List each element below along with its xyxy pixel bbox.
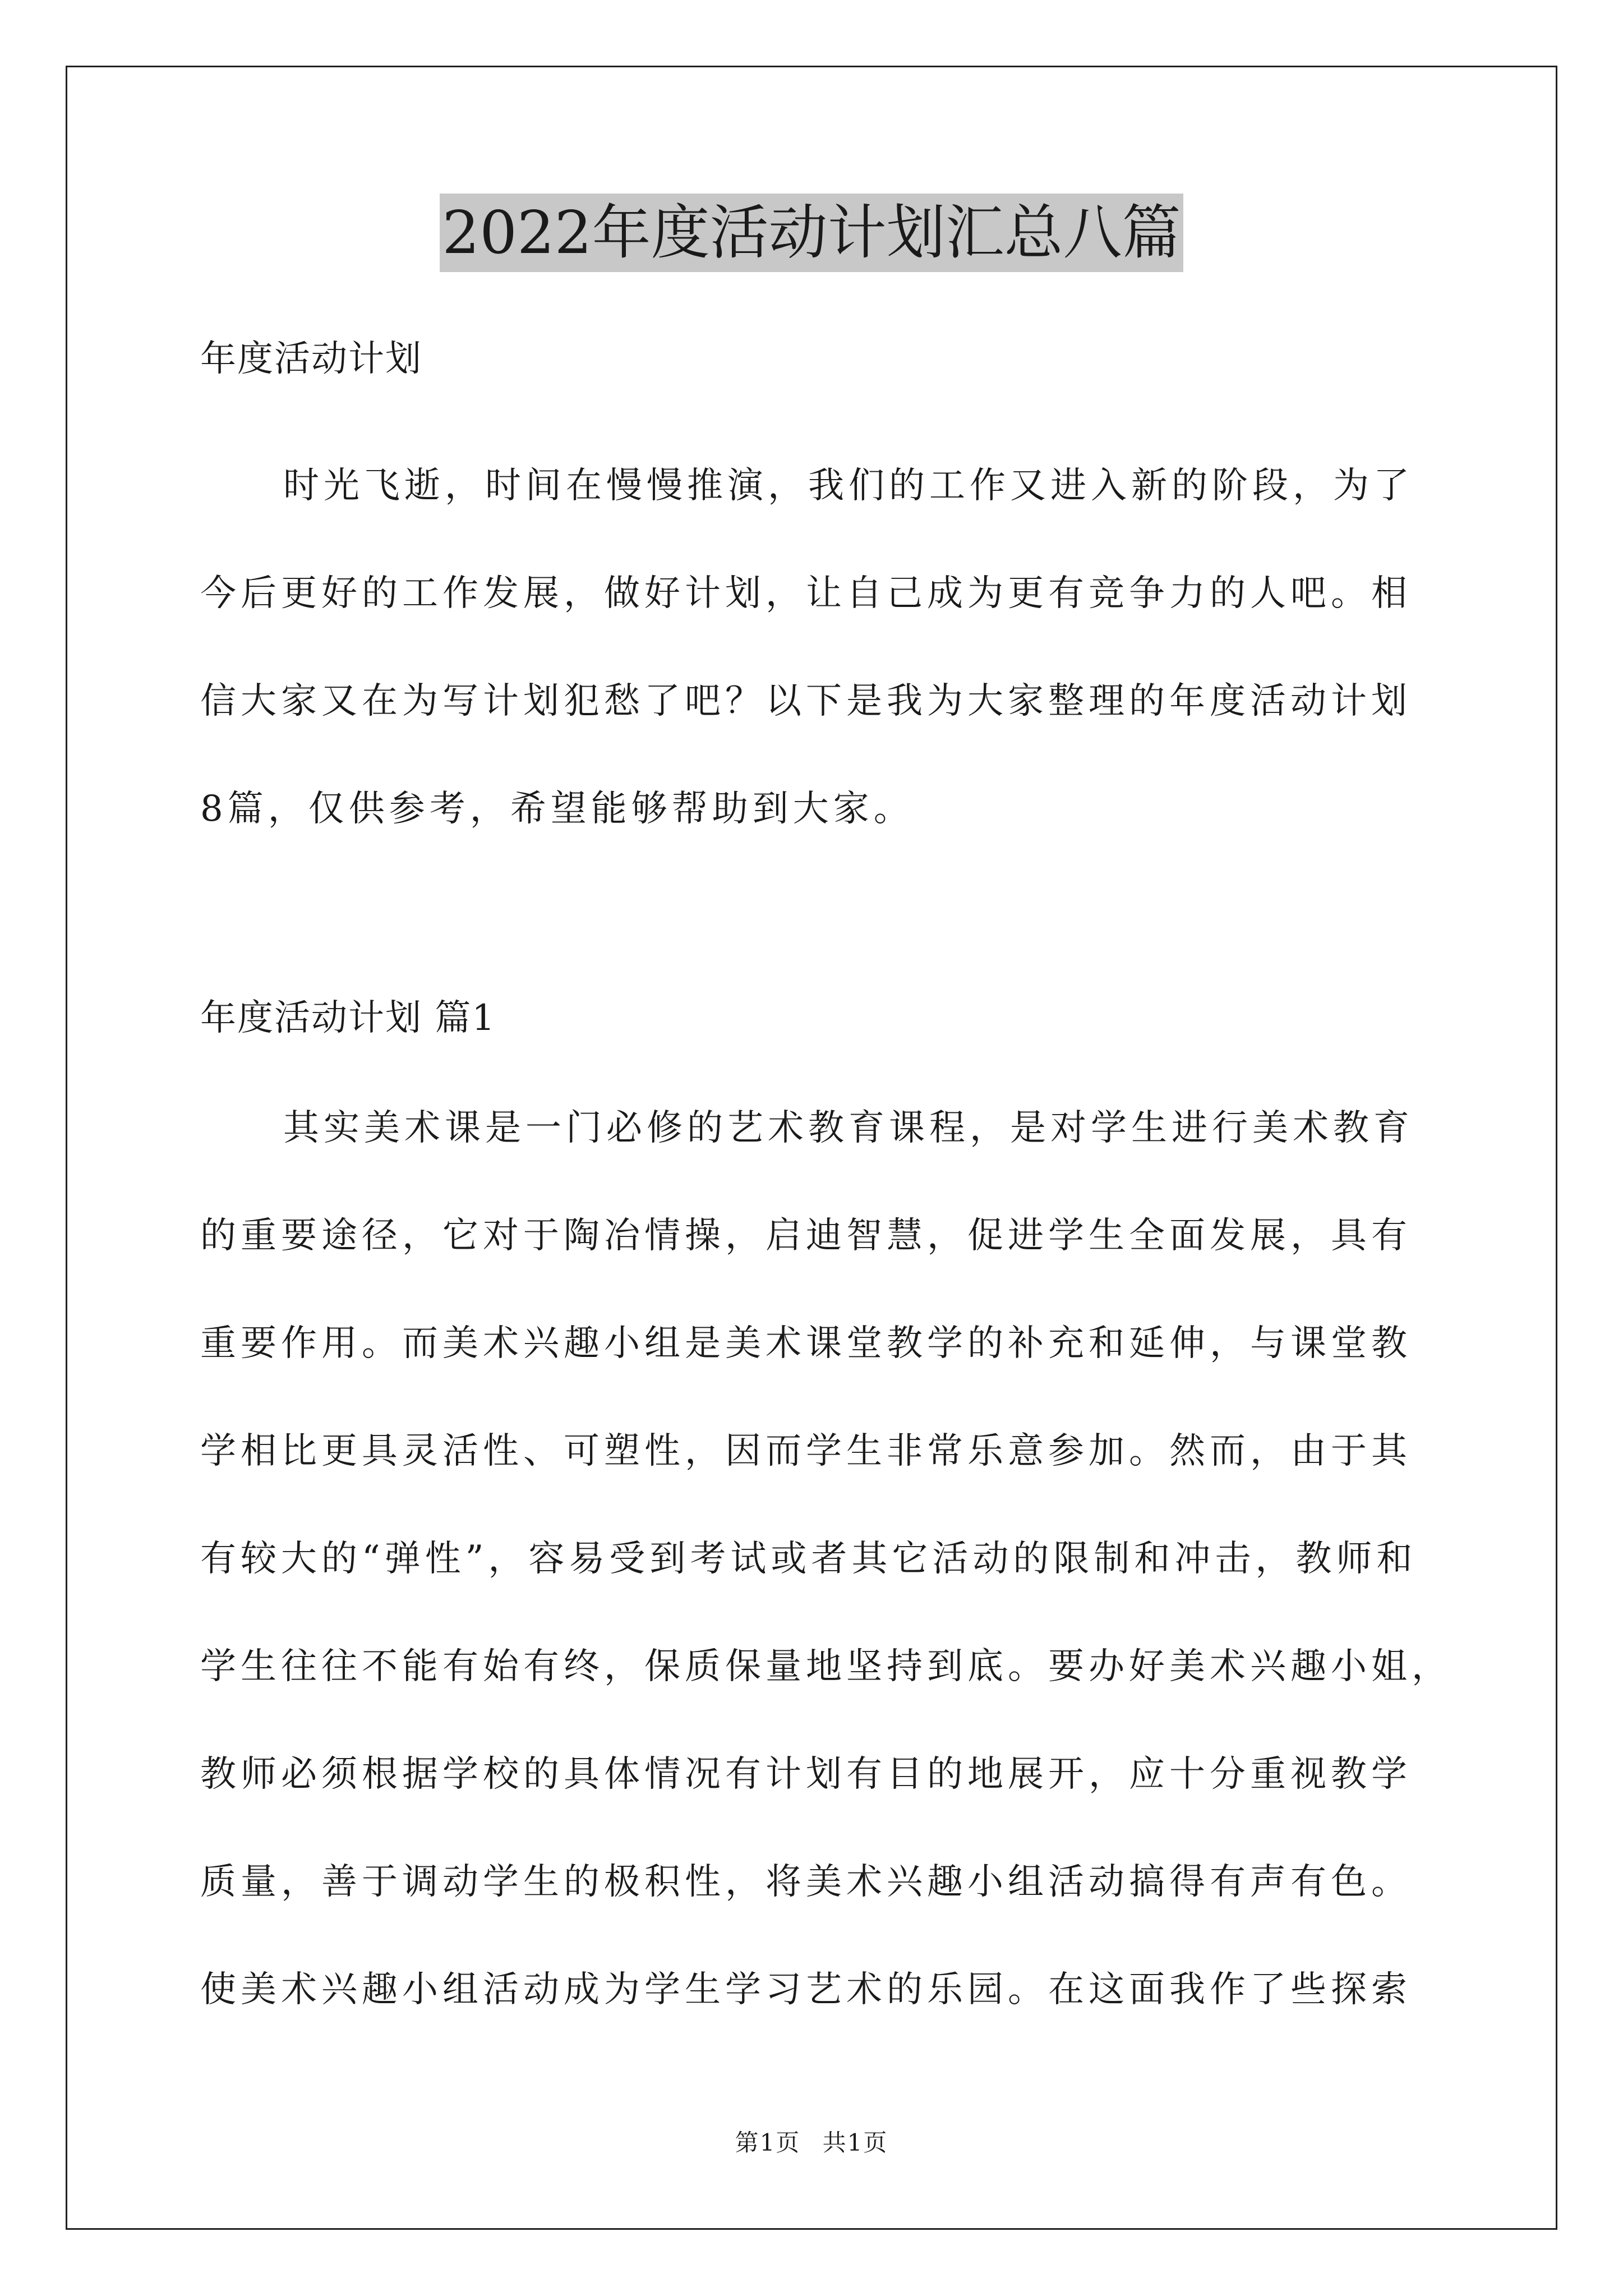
paragraph-line: 其实美术课是一门必修的艺术教育课程，是对学生进行美术教育 <box>283 1107 1414 1149</box>
intro-heading: 年度活动计划 <box>200 338 422 380</box>
paragraph-line: 学生往往不能有始有终，保质保量地坚持到底。要办好美术兴趣小姐， <box>200 1646 1452 1687</box>
intro-paragraph <box>200 432 1456 863</box>
document-title <box>0 194 1623 272</box>
paragraph-line: 的重要途径，它对于陶冶情操，启迪智慧，促进学生全面发展，具有 <box>200 1215 1412 1257</box>
paragraph-line: 质量，善于调动学生的极积性，将美术兴趣小组活动搞得有声有色。 <box>200 1861 1412 1903</box>
intro-section <box>200 331 1456 387</box>
page-footer <box>0 2126 1623 2160</box>
paragraph-line: 时光飞逝，时间在慢慢推演，我们的工作又进入新的阶段，为了 <box>283 465 1414 507</box>
paragraph-line: 重要作用。而美术兴趣小组是美术课堂教学的补充和延伸，与课堂教 <box>200 1323 1412 1364</box>
page-total: 共1页 <box>822 2129 888 2156</box>
page-number: 第1页 <box>735 2129 801 2156</box>
paragraph-line: 使美术兴趣小组活动成为学生学习艺术的乐园。在这面我作了些探索 <box>200 1969 1412 2010</box>
paragraph-line: 教师必须根据学校的具体情况有计划有目的地展开，应十分重视教学 <box>200 1754 1412 1795</box>
paragraph-line: 8篇，仅供参考，希望能够帮助到大家。 <box>200 788 914 830</box>
paragraph-line: 今后更好的工作发展，做好计划，让自己成为更有竞争力的人吧。相 <box>200 573 1412 614</box>
section-1-heading: 年度活动计划 篇1 <box>200 997 496 1039</box>
section-1-paragraph <box>200 1074 1456 2044</box>
paragraph-line: 学相比更具灵活性、可塑性，因而学生非常乐意参加。然而，由于其 <box>200 1430 1412 1472</box>
paragraph-line: 信大家又在为写计划犯愁了吧？以下是我为大家整理的年度活动计划 <box>200 680 1412 722</box>
document-title-text: 2022年度活动计划汇总八篇 <box>440 194 1183 272</box>
section-1 <box>200 990 1456 1046</box>
paragraph-line: 有较大的“弹性”，容易受到考试或者其它活动的限制和冲击，教师和 <box>200 1538 1417 1580</box>
